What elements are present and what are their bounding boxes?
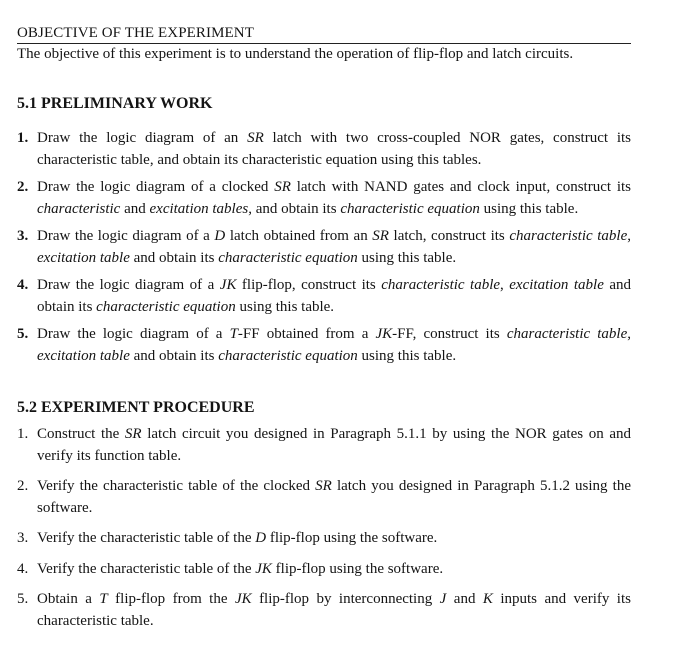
list-item-number: 1. bbox=[17, 426, 29, 442]
italic-term: JK bbox=[255, 561, 272, 577]
text-run: Draw the logic diagram of an bbox=[37, 130, 248, 146]
italic-term: D bbox=[255, 530, 267, 546]
italic-term: characteristic equation bbox=[340, 201, 480, 217]
list-item bbox=[17, 558, 631, 580]
list-item-text bbox=[37, 591, 631, 629]
italic-term: SR bbox=[274, 179, 291, 195]
text-run: flip-flop using the software. bbox=[266, 530, 438, 546]
italic-term: excitation table bbox=[37, 348, 130, 364]
list-item-text bbox=[37, 478, 631, 516]
list-item bbox=[17, 225, 631, 269]
text-run: using this table. bbox=[479, 201, 579, 217]
italic-term: SR bbox=[315, 478, 332, 494]
text-run: Draw the logic diagram of a bbox=[37, 326, 230, 342]
procedure-heading: 5.2 EXPERIMENT PROCEDURE bbox=[17, 399, 255, 416]
italic-term: excitation table bbox=[509, 277, 604, 293]
list-item-number: 3. bbox=[17, 228, 29, 244]
list-item-number: 4. bbox=[17, 561, 29, 577]
italic-term: excitation table bbox=[37, 250, 130, 266]
text-run: Verify the characteristic table of the bbox=[37, 561, 256, 577]
list-item bbox=[17, 588, 631, 632]
text-run: , and obtain its bbox=[248, 201, 341, 217]
text-run: Draw the logic diagram of a bbox=[37, 277, 220, 293]
list-item-text bbox=[37, 228, 631, 266]
objective-title: OBJECTIVE OF THE EXPERIMENT bbox=[17, 24, 631, 44]
italic-term: SR bbox=[124, 426, 142, 442]
list-item-number: 1. bbox=[17, 130, 29, 146]
italic-term: characteristic table bbox=[506, 326, 628, 342]
italic-term: K bbox=[482, 591, 493, 607]
list-item bbox=[17, 527, 631, 549]
text-run: flip-flop, construct its bbox=[236, 277, 382, 293]
italic-term: T bbox=[99, 591, 108, 607]
list-item-number: 4. bbox=[17, 277, 29, 293]
italic-term: SR bbox=[247, 130, 264, 146]
text-run: Construct the bbox=[37, 426, 125, 442]
list-item bbox=[17, 127, 631, 171]
text-run: Draw the logic diagram of a clocked bbox=[37, 179, 275, 195]
text-run: Draw the logic diagram of a bbox=[37, 228, 215, 244]
italic-term: JK bbox=[219, 277, 237, 293]
text-run: flip-flop using the software. bbox=[271, 561, 444, 577]
text-run: , bbox=[627, 228, 631, 244]
text-run: Verify the characteristic table of the clocked bbox=[37, 478, 316, 494]
italic-term: T bbox=[229, 326, 238, 342]
text-run: using this table. bbox=[357, 250, 457, 266]
text-run: and obtain its bbox=[129, 250, 219, 266]
text-run: latch you designed in Paragraph 5.1.2 using the software. bbox=[37, 478, 631, 516]
text-run: flip-flop from the bbox=[107, 591, 235, 607]
text-run: -FF obtained from a bbox=[237, 326, 376, 342]
italic-term: J bbox=[439, 591, 447, 607]
italic-term: characteristic bbox=[37, 201, 121, 217]
procedure-list bbox=[17, 423, 631, 632]
text-run: Verify the characteristic table of the bbox=[37, 530, 256, 546]
italic-term: JK bbox=[234, 591, 252, 607]
objective-text: The objective of this experiment is to understand the operation of flip-flop and latch circuits. bbox=[17, 46, 574, 62]
italic-term: D bbox=[214, 228, 226, 244]
list-item-text bbox=[37, 426, 631, 464]
list-item-text bbox=[37, 179, 631, 217]
text-run: flip-flop by interconnecting bbox=[251, 591, 440, 607]
text-run: , bbox=[627, 326, 632, 342]
text-run: latch, construct its bbox=[388, 228, 510, 244]
list-item-text bbox=[37, 561, 443, 577]
list-item bbox=[17, 323, 631, 367]
list-item-number: 2. bbox=[17, 179, 29, 195]
list-item-number: 5. bbox=[17, 591, 29, 607]
italic-term: characteristic equation bbox=[218, 250, 358, 266]
list-item bbox=[17, 423, 631, 467]
text-run: and obtain its bbox=[37, 277, 632, 315]
italic-term: excitation tables bbox=[149, 201, 249, 217]
text-run: latch circuit you designed in Paragraph 5.1.1 by using the NOR gates on and verify its function table. bbox=[37, 426, 631, 464]
italic-term: characteristic equation bbox=[218, 348, 358, 364]
italic-term: characteristic table bbox=[381, 277, 501, 293]
preliminary-list bbox=[17, 123, 631, 367]
italic-term: characteristic table bbox=[509, 228, 628, 244]
text-run: inputs and verify its characteristic table. bbox=[37, 591, 631, 629]
italic-term: JK bbox=[375, 326, 393, 342]
text-run: , bbox=[500, 277, 510, 293]
list-item-text bbox=[37, 530, 437, 546]
italic-term: characteristic equation bbox=[96, 299, 236, 315]
list-item bbox=[17, 176, 631, 220]
list-item-text bbox=[37, 277, 631, 315]
preliminary-heading: 5.1 PRELIMINARY WORK bbox=[17, 95, 213, 112]
list-item-text bbox=[37, 130, 631, 168]
list-item-number: 5. bbox=[17, 326, 29, 342]
list-item-number: 2. bbox=[17, 478, 29, 494]
italic-term: SR bbox=[372, 228, 389, 244]
text-run: latch obtained from an bbox=[225, 228, 373, 244]
text-run: and bbox=[120, 201, 150, 217]
list-item bbox=[17, 475, 631, 519]
list-item-number: 3. bbox=[17, 530, 29, 546]
text-run: Obtain a bbox=[37, 591, 100, 607]
text-run: -FF, construct its bbox=[392, 326, 507, 342]
text-run: and bbox=[446, 591, 483, 607]
list-item bbox=[17, 274, 631, 318]
list-item-text bbox=[37, 326, 631, 364]
text-run: latch with two cross-coupled NOR gates, construct its characteristic table, and obtain its characteristic equation using this tables. bbox=[37, 130, 631, 168]
text-run: using this table. bbox=[235, 299, 335, 315]
text-run: and obtain its bbox=[129, 348, 219, 364]
text-run: using this table. bbox=[357, 348, 457, 364]
text-run: latch with NAND gates and clock input, construct its bbox=[290, 179, 631, 195]
